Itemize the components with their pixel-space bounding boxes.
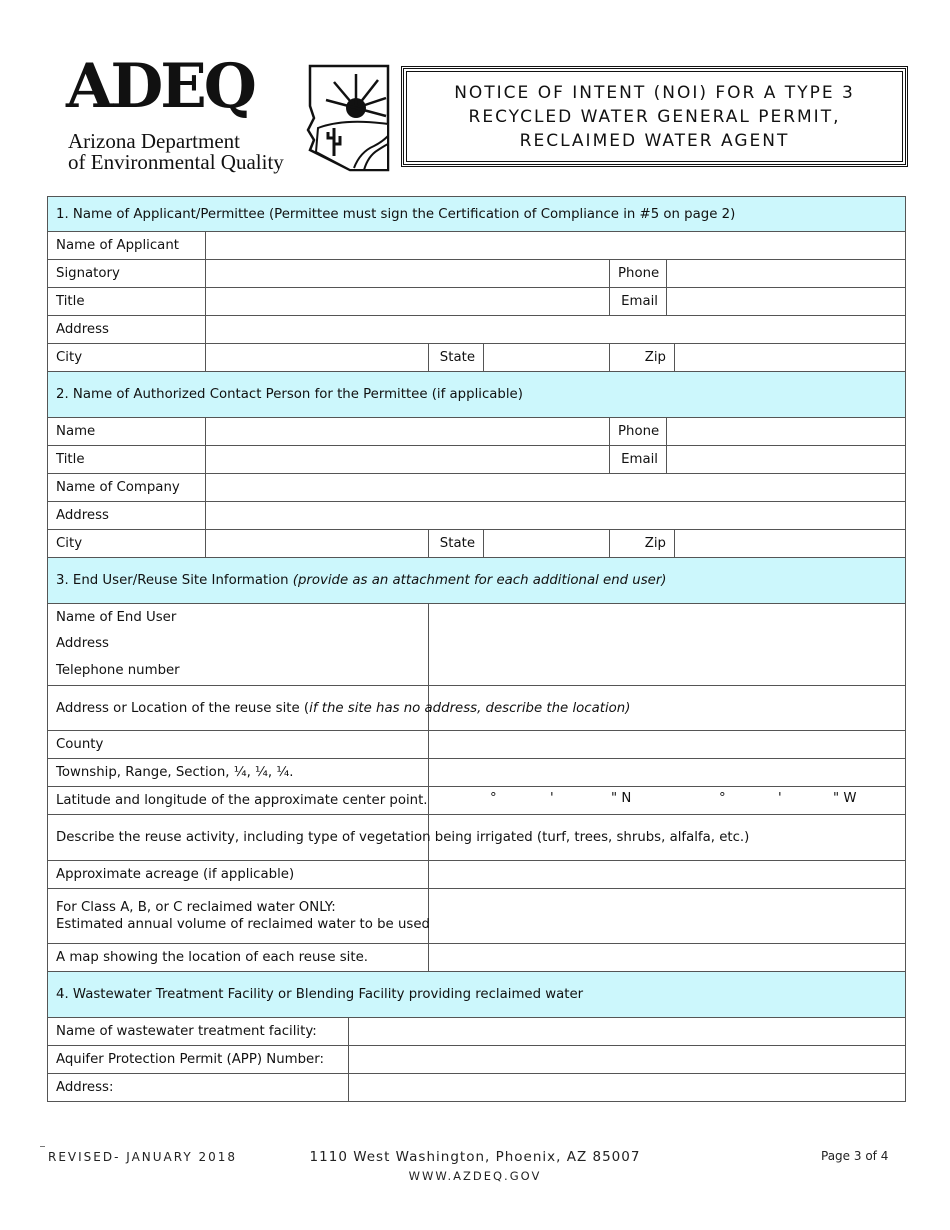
app-number-field[interactable]: [349, 1046, 906, 1074]
class-volume-line2: Estimated annual volume of reclaimed water to be used: [56, 917, 430, 932]
contact-city-field[interactable]: [206, 530, 429, 558]
end-user-labels: [48, 604, 429, 686]
contact-zip-field[interactable]: [675, 530, 906, 558]
signatory-field[interactable]: [206, 260, 610, 288]
class-volume-line1: For Class A, B, or C reclaimed water ONLY:: [56, 900, 336, 915]
applicant-phone-field[interactable]: [667, 260, 906, 288]
reuse-site-location-note: if the site has no address, describe the location): [309, 700, 631, 716]
end-user-info-field[interactable]: [429, 604, 906, 686]
contact-company-field[interactable]: [206, 474, 906, 502]
facility-name-field[interactable]: [349, 1018, 906, 1046]
form-title-box: [401, 66, 908, 167]
applicant-zip-field[interactable]: [675, 344, 906, 372]
long-minute-mark: ': [778, 791, 782, 806]
contact-address-label: Address: [48, 502, 206, 530]
contact-zip-label: Zip: [610, 530, 675, 558]
form-title-line2: RECYCLED WATER GENERAL PERMIT,: [468, 106, 841, 127]
arizona-map-icon: [304, 62, 394, 172]
reuse-activity-label: Describe the reuse activity, including type of vegetation being irrigated (turf, trees, shrubs, alfalfa, etc.): [48, 815, 429, 861]
applicant-name-label: Name of Applicant: [48, 232, 206, 260]
applicant-city-field[interactable]: [206, 344, 429, 372]
applicant-address-field[interactable]: [206, 316, 906, 344]
acreage-label: Approximate acreage (if applicable): [48, 861, 429, 889]
signatory-label: Signatory: [48, 260, 206, 288]
contact-state-label: State: [429, 530, 484, 558]
applicant-email-label: Email: [610, 288, 667, 316]
lat-suffix: " N: [611, 791, 632, 806]
class-volume-label: [48, 889, 429, 944]
page-number: Page 3 of 4: [821, 1149, 889, 1163]
county-field[interactable]: [429, 731, 906, 759]
form-title-line1: NOTICE OF INTENT (NOI) FOR A TYPE 3: [454, 82, 855, 103]
agency-website[interactable]: WWW.AZDEQ.GOV: [408, 1169, 542, 1183]
township-label: Township, Range, Section, ¼, ¼, ¼.: [48, 759, 429, 787]
applicant-address-label: Address: [48, 316, 206, 344]
reuse-site-location-text: Address or Location of the reuse site (: [56, 700, 310, 716]
section2-heading: 2. Name of Authorized Contact Person for the Permittee (if applicable): [48, 372, 906, 418]
end-user-address-label: Address: [56, 636, 109, 652]
county-label: County: [48, 731, 429, 759]
app-number-label: Aquifer Protection Permit (APP) Number:: [48, 1046, 349, 1074]
contact-address-field[interactable]: [206, 502, 906, 530]
applicant-city-label: City: [48, 344, 206, 372]
class-volume-field[interactable]: [429, 889, 906, 944]
footer-mark: [40, 1146, 45, 1147]
applicant-title-field[interactable]: [206, 288, 610, 316]
contact-email-label: Email: [610, 446, 667, 474]
applicant-email-field[interactable]: [667, 288, 906, 316]
contact-phone-label: Phone: [610, 418, 667, 446]
long-suffix: " W: [833, 791, 857, 806]
facility-address-label: Address:: [48, 1074, 349, 1102]
end-user-phone-label: Telephone number: [56, 662, 180, 678]
end-user-name-label: Name of End User: [56, 609, 177, 625]
adeq-logo: [66, 51, 394, 174]
section1-heading: 1. Name of Applicant/Permittee (Permittee must sign the Certification of Compliance in #5 on page 2): [48, 197, 906, 232]
agency-address: 1110 West Washington, Phoenix, AZ 85007: [309, 1149, 641, 1165]
logo-subtitle-line2: of Environmental Quality: [68, 150, 284, 174]
section3-heading-text: 3. End User/Reuse Site Information: [56, 573, 289, 588]
contact-city-label: City: [48, 530, 206, 558]
contact-company-label: Name of Company: [48, 474, 206, 502]
contact-state-field[interactable]: [484, 530, 610, 558]
section3-heading-note: (provide as an attachment for each additional end user): [292, 573, 667, 588]
applicant-title-label: Title: [48, 288, 206, 316]
applicant-zip-label: Zip: [610, 344, 675, 372]
lat-minute-mark: ': [550, 791, 554, 806]
section3-heading: [48, 558, 906, 604]
applicant-state-label: State: [429, 344, 484, 372]
contact-email-field[interactable]: [667, 446, 906, 474]
logo-wordmark: ADEQ: [66, 51, 254, 122]
facility-address-field[interactable]: [349, 1074, 906, 1102]
latlong-field[interactable]: [429, 787, 906, 815]
acreage-field[interactable]: [429, 861, 906, 889]
contact-name-label: Name: [48, 418, 206, 446]
site-map-field[interactable]: [429, 944, 906, 972]
applicant-name-field[interactable]: [206, 232, 906, 260]
logo-subtitle-line1: Arizona Department: [68, 129, 241, 153]
site-map-label: A map showing the location of each reuse site.: [48, 944, 429, 972]
revision-date: REVISED- JANUARY 2018: [48, 1150, 238, 1164]
applicant-state-field[interactable]: [484, 344, 610, 372]
noi-form-table: [47, 196, 906, 1102]
form-title-line3: RECLAIMED WATER AGENT: [519, 130, 790, 151]
section4-heading: 4. Wastewater Treatment Facility or Blending Facility providing reclaimed water: [48, 972, 906, 1018]
applicant-phone-label: Phone: [610, 260, 667, 288]
long-degree-mark: °: [719, 791, 726, 806]
contact-title-field[interactable]: [206, 446, 610, 474]
township-field[interactable]: [429, 759, 906, 787]
facility-name-label: Name of wastewater treatment facility:: [48, 1018, 349, 1046]
lat-degree-mark: °: [490, 791, 497, 806]
latlong-label: Latitude and longitude of the approximate center point.: [48, 787, 429, 815]
contact-title-label: Title: [48, 446, 206, 474]
reuse-site-location-label: [48, 686, 631, 731]
contact-phone-field[interactable]: [667, 418, 906, 446]
contact-name-field[interactable]: [206, 418, 610, 446]
